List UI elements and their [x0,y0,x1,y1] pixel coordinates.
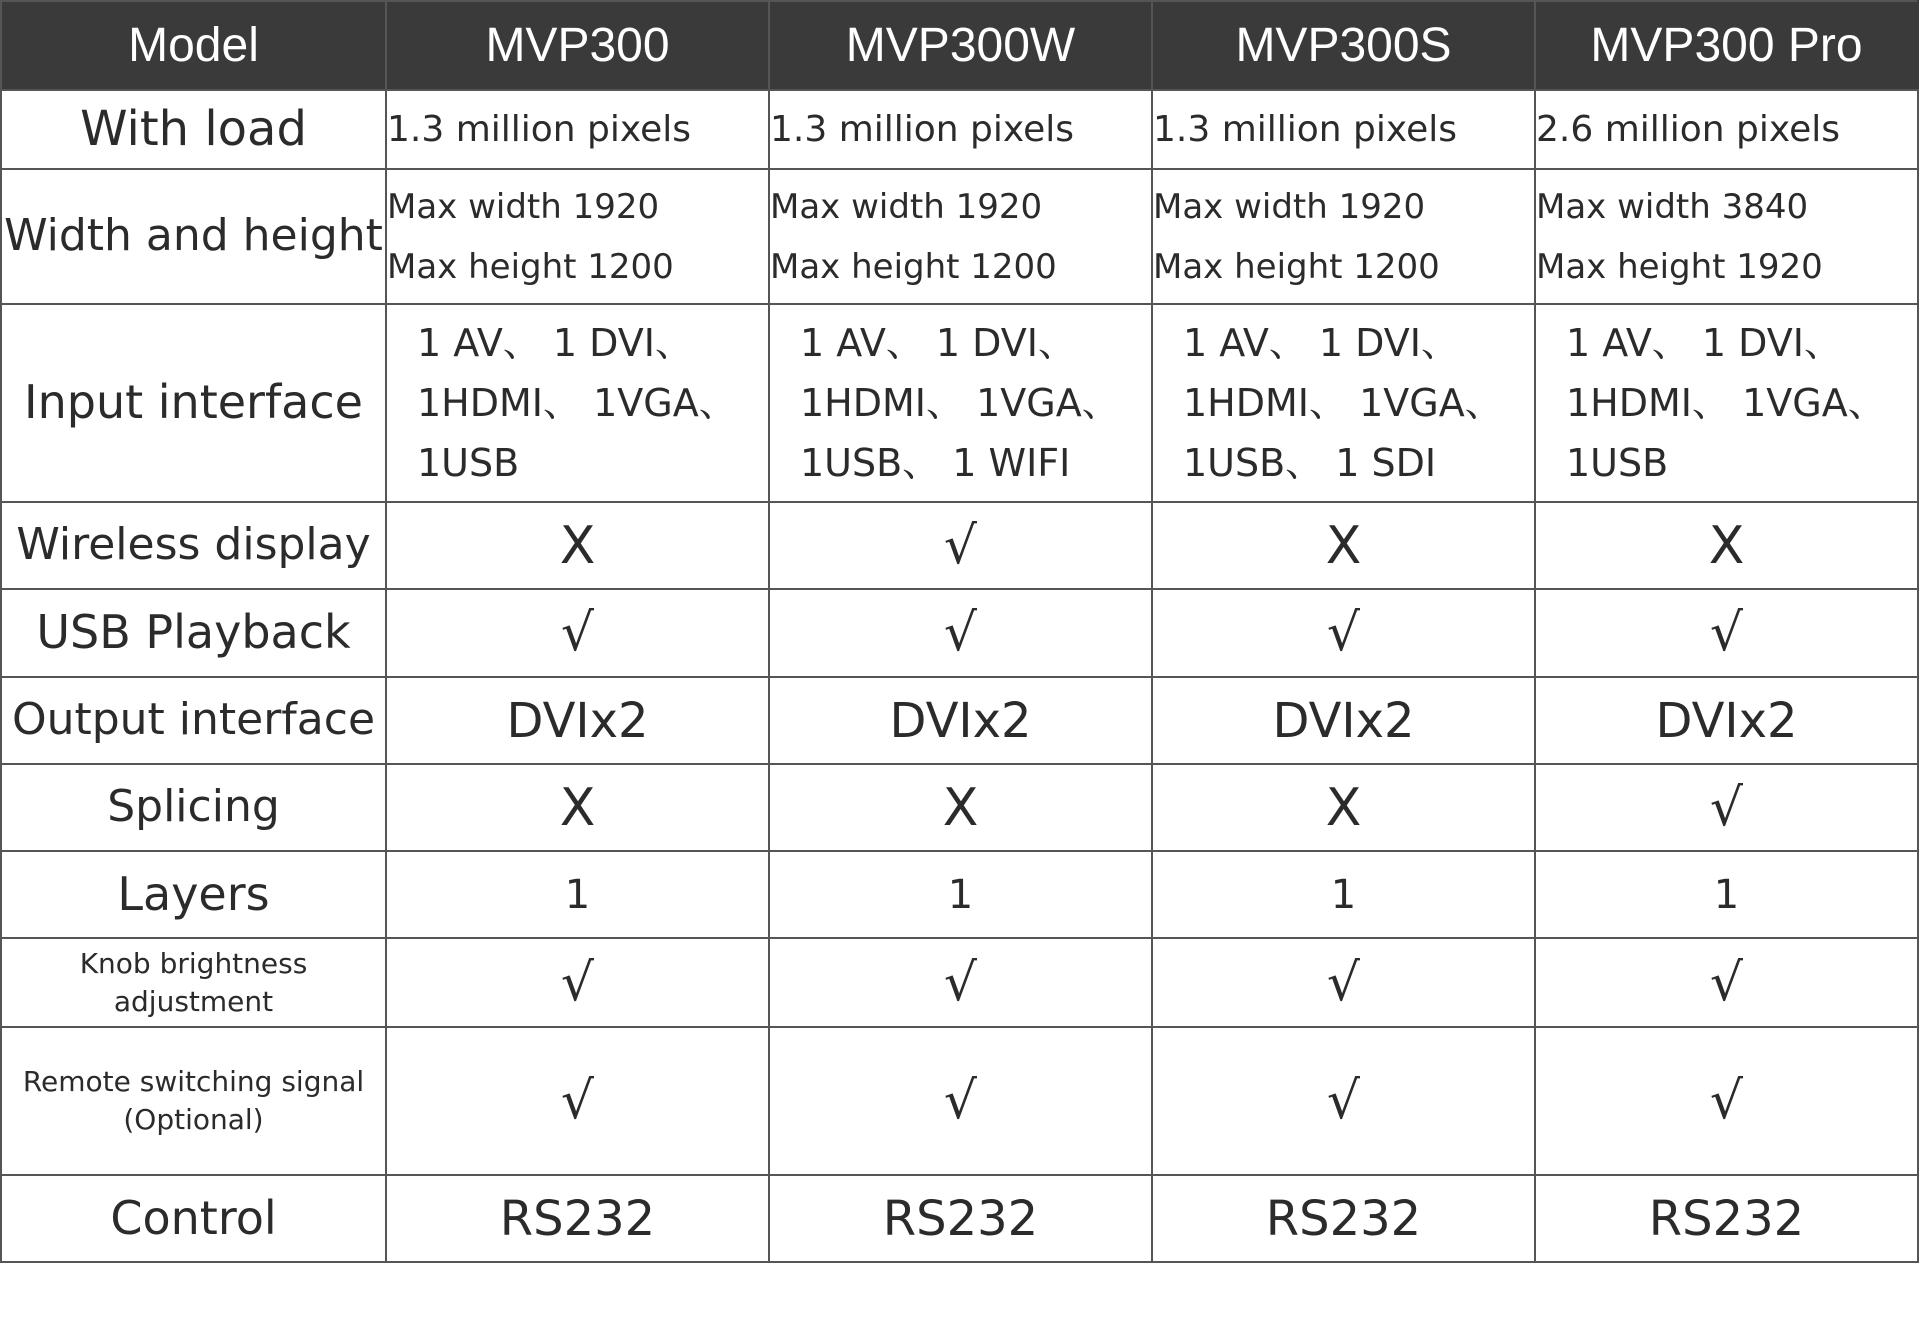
cell-line: 1HDMI、 1VGA、 [417,381,737,425]
row-input-interface [1,304,1918,502]
cell-value [1535,304,1918,502]
row-label [1,1027,386,1175]
header-model-mvp300w: MVP300W [769,1,1152,90]
cell-value: 1 [1152,851,1535,938]
cross-icon: X [1152,502,1535,589]
cell-value [769,304,1152,502]
cell-line: 1 AV、 1 DVI、 [1183,321,1459,365]
check-icon: √ [386,938,769,1027]
cell-value: 2.6 million pixels [1535,90,1918,169]
cell-value [1152,304,1535,502]
cell-value: 1 [386,851,769,938]
row-usb-playback [1,589,1918,677]
row-label: With load [1,90,386,169]
row-label-line: Remote switching signal [22,1065,365,1099]
check-icon: √ [769,589,1152,677]
cell-value: DVIx2 [1535,677,1918,764]
row-label: Width and height [1,169,386,304]
cross-icon: X [386,764,769,851]
cell-value: 1 [1535,851,1918,938]
cell-line: 1 AV、 1 DVI、 [417,321,693,365]
header-model-mvp300-pro: MVP300 Pro [1535,1,1918,90]
check-icon: √ [1535,1027,1918,1175]
cell-line: 1HDMI、 1VGA、 [800,381,1120,425]
cell-line: 1USB、 1 WIFI [800,441,1071,485]
cell-line: Max width 1920 [770,186,1043,227]
row-remote-switching [1,1027,1918,1175]
header-model-mvp300: MVP300 [386,1,769,90]
cell-line: 1 AV、 1 DVI、 [1566,321,1842,365]
cell-line: 1HDMI、 1VGA、 [1566,381,1886,425]
cell-value: 1 [769,851,1152,938]
cell-value: RS232 [1535,1175,1918,1262]
row-label: Output interface [1,677,386,764]
cell-value: RS232 [1152,1175,1535,1262]
cross-icon: X [769,764,1152,851]
check-icon: √ [1535,589,1918,677]
check-icon: √ [1152,589,1535,677]
cell-value [386,304,769,502]
cell-line: 1USB [1566,441,1669,485]
row-layers [1,851,1918,938]
row-label: Wireless display [1,502,386,589]
row-label: Layers [1,851,386,938]
row-wireless-display [1,502,1918,589]
row-output-interface [1,677,1918,764]
check-icon: √ [1152,1027,1535,1175]
cross-icon: X [1535,502,1918,589]
cell-line: Max height 1920 [1536,246,1823,287]
cell-value: RS232 [769,1175,1152,1262]
cell-value [769,169,1152,304]
check-icon: √ [769,938,1152,1027]
cell-value: 1.3 million pixels [386,90,769,169]
row-label: Input interface [1,304,386,502]
row-splicing [1,764,1918,851]
row-label: Splicing [1,764,386,851]
check-icon: √ [1535,764,1918,851]
cell-line: Max width 1920 [1153,186,1426,227]
row-label: USB Playback [1,589,386,677]
cell-line: Max width 3840 [1536,186,1809,227]
cross-icon: X [1152,764,1535,851]
check-icon: √ [769,502,1152,589]
cell-line: 1HDMI、 1VGA、 [1183,381,1503,425]
check-icon: √ [386,589,769,677]
cell-value [1152,169,1535,304]
cross-icon: X [386,502,769,589]
header-row [1,1,1918,90]
cell-line: 1USB [417,441,520,485]
header-model-label: Model [1,1,386,90]
row-label-note: (Optional) [123,1103,264,1136]
cell-value [386,169,769,304]
row-label: Knob brightness adjustment [1,938,386,1027]
row-label: Control [1,1175,386,1262]
cell-value: DVIx2 [1152,677,1535,764]
cell-line: Max height 1200 [387,246,674,287]
row-with-load [1,90,1918,169]
cell-value: 1.3 million pixels [1152,90,1535,169]
cell-value: RS232 [386,1175,769,1262]
cell-line: Max width 1920 [387,186,660,227]
row-control [1,1175,1918,1262]
cell-value: DVIx2 [386,677,769,764]
cell-value: 1.3 million pixels [769,90,1152,169]
cell-line: Max height 1200 [1153,246,1440,287]
cell-line: 1 AV、 1 DVI、 [800,321,1076,365]
check-icon: √ [386,1027,769,1175]
row-width-height [1,169,1918,304]
check-icon: √ [769,1027,1152,1175]
header-model-mvp300s: MVP300S [1152,1,1535,90]
cell-line: 1USB、 1 SDI [1183,441,1437,485]
cell-value: DVIx2 [769,677,1152,764]
row-knob-brightness [1,938,1918,1027]
cell-line: Max height 1200 [770,246,1057,287]
check-icon: √ [1152,938,1535,1027]
check-icon: √ [1535,938,1918,1027]
cell-value [1535,169,1918,304]
